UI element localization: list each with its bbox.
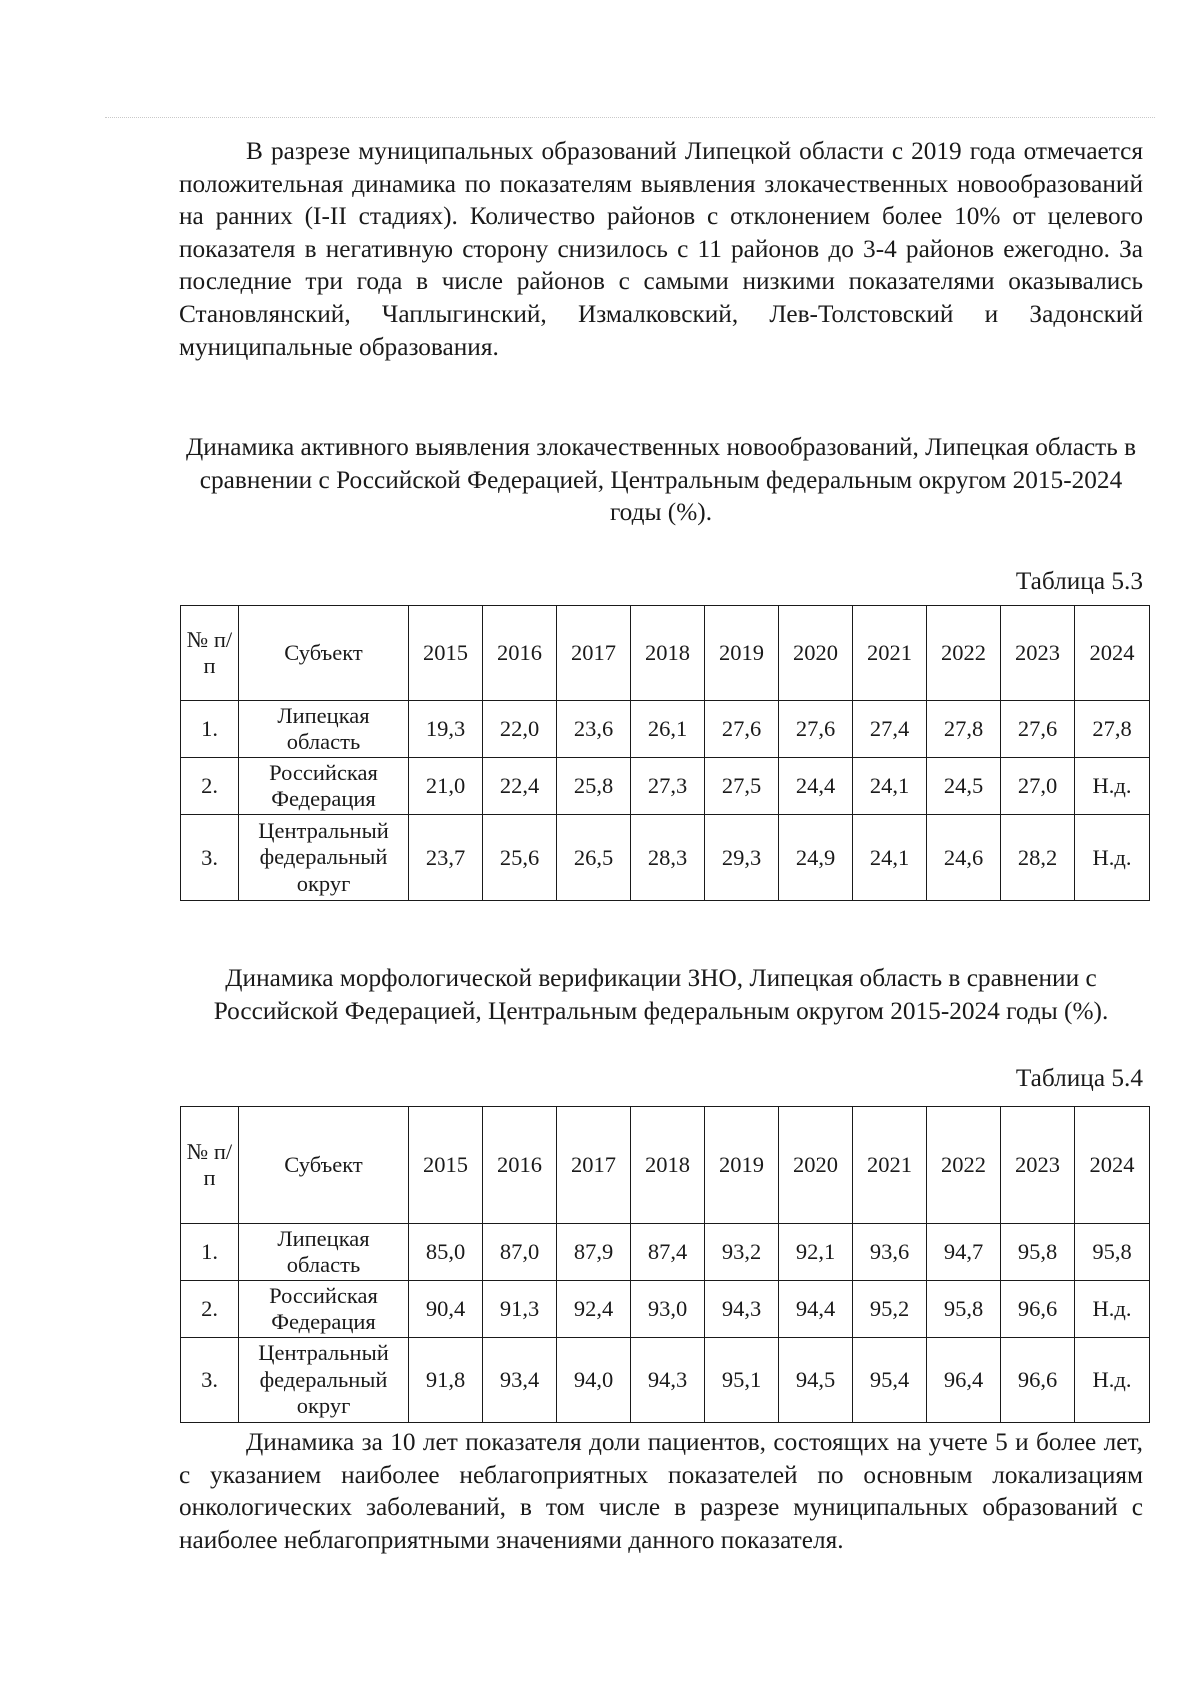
- cell-value: 24,6: [927, 815, 1001, 901]
- header-year: 2023: [1001, 606, 1075, 701]
- cell-value: 27,6: [779, 701, 853, 758]
- table1-label: Таблица 5.3: [1015, 567, 1143, 595]
- cell-value: Н.д.: [1075, 1338, 1150, 1423]
- cell-value: 23,7: [409, 815, 483, 901]
- header-num: № п/п: [181, 1107, 239, 1224]
- cell-value: 94,4: [779, 1281, 853, 1338]
- row-num: 2.: [181, 758, 239, 815]
- scan-artifact-line: [105, 117, 1155, 118]
- table1-caption: Динамика активного выявления злокачественных новообразований, Липецкая область в сравнении с Российской Федерацией, Центральным федеральным округом 2015-2024 годы (%).: [185, 433, 1137, 527]
- cell-value: 95,1: [705, 1338, 779, 1423]
- table-5-4: [180, 1106, 1150, 1423]
- cell-value: 28,3: [631, 815, 705, 901]
- cell-value: 95,8: [927, 1281, 1001, 1338]
- header-year: 2024: [1075, 606, 1150, 701]
- table2-caption: Динамика морфологической верификации ЗНО, Липецкая область в сравнении с Российской Федерацией, Центральным федеральным округом 2015-2024 годы (%).: [213, 964, 1109, 1025]
- cell-value: 25,6: [483, 815, 557, 901]
- header-year: 2017: [557, 1107, 631, 1224]
- cell-value: 93,4: [483, 1338, 557, 1423]
- cell-value: 85,0: [409, 1224, 483, 1281]
- row-num: 2.: [181, 1281, 239, 1338]
- cell-value: 94,7: [927, 1224, 1001, 1281]
- cell-value: 95,8: [1075, 1224, 1150, 1281]
- row-num: 1.: [181, 701, 239, 758]
- row-subject: Российская Федерация: [239, 758, 409, 815]
- table-row: [181, 815, 1150, 901]
- header-year: 2020: [779, 1107, 853, 1224]
- header-year: 2023: [1001, 1107, 1075, 1224]
- header-year: 2016: [483, 606, 557, 701]
- header-year: 2021: [853, 1107, 927, 1224]
- row-subject: Центральный федеральный округ: [239, 1338, 409, 1423]
- cell-value: 91,3: [483, 1281, 557, 1338]
- table2-label: Таблица 5.4: [1015, 1064, 1143, 1092]
- cell-value: 24,9: [779, 815, 853, 901]
- cell-value: 25,8: [557, 758, 631, 815]
- row-subject: Липецкая область: [239, 1224, 409, 1281]
- cell-value: 19,3: [409, 701, 483, 758]
- cell-value: 95,4: [853, 1338, 927, 1423]
- header-subject: Субъект: [239, 1107, 409, 1224]
- header-year: 2016: [483, 1107, 557, 1224]
- cell-value: 93,2: [705, 1224, 779, 1281]
- cell-value: 94,3: [631, 1338, 705, 1423]
- cell-value: 23,6: [557, 701, 631, 758]
- cell-value: 96,4: [927, 1338, 1001, 1423]
- cell-value: 27,5: [705, 758, 779, 815]
- cell-value: 27,3: [631, 758, 705, 815]
- table-header-row: [181, 606, 1150, 701]
- cell-value: Н.д.: [1075, 758, 1150, 815]
- header-year: 2018: [631, 1107, 705, 1224]
- cell-value: 27,0: [1001, 758, 1075, 815]
- table-row: [181, 758, 1150, 815]
- cell-value: 91,8: [409, 1338, 483, 1423]
- row-num: 3.: [181, 1338, 239, 1423]
- row-num: 3.: [181, 815, 239, 901]
- cell-value: 27,4: [853, 701, 927, 758]
- header-num: № п/п: [181, 606, 239, 701]
- cell-value: 94,0: [557, 1338, 631, 1423]
- cell-value: 27,6: [1001, 701, 1075, 758]
- header-year: 2015: [409, 1107, 483, 1224]
- row-subject: Центральный федеральный округ: [239, 815, 409, 901]
- table-row: [181, 1338, 1150, 1423]
- header-year: 2019: [705, 1107, 779, 1224]
- cell-value: 92,4: [557, 1281, 631, 1338]
- cell-value: 87,0: [483, 1224, 557, 1281]
- intro-paragraph: В разрезе муниципальных образований Липецкой области с 2019 года отмечается положительная динамика по показателям выявления злокачественных новообразований на ранних (I-II стадиях). Количество районов с отклонением более 10% от целевого показателя в негативную сторону снизилось с 11 районов до 3-4 районов ежегодно. За последние три года в числе районов с самыми низкими показателями оказывались Становлянский, Чаплыгинский, Измалковский, Лев-Толстовский и Задонский муниципальные образования.: [179, 137, 1143, 361]
- cell-value: 22,4: [483, 758, 557, 815]
- table-row: [181, 701, 1150, 758]
- cell-value: 96,6: [1001, 1281, 1075, 1338]
- row-num: 1.: [181, 1224, 239, 1281]
- cell-value: 24,1: [853, 758, 927, 815]
- cell-value: 94,5: [779, 1338, 853, 1423]
- header-year: 2017: [557, 606, 631, 701]
- cell-value: 24,5: [927, 758, 1001, 815]
- table-5-3: [180, 605, 1150, 901]
- header-year: 2021: [853, 606, 927, 701]
- cell-value: 26,5: [557, 815, 631, 901]
- cell-value: 87,4: [631, 1224, 705, 1281]
- header-year: 2020: [779, 606, 853, 701]
- cell-value: 94,3: [705, 1281, 779, 1338]
- cell-value: Н.д.: [1075, 815, 1150, 901]
- row-subject: Липецкая область: [239, 701, 409, 758]
- cell-value: 24,4: [779, 758, 853, 815]
- cell-value: 96,6: [1001, 1338, 1075, 1423]
- cell-value: 93,0: [631, 1281, 705, 1338]
- cell-value: 22,0: [483, 701, 557, 758]
- table-row: [181, 1281, 1150, 1338]
- header-year: 2022: [927, 606, 1001, 701]
- row-subject: Российская Федерация: [239, 1281, 409, 1338]
- cell-value: Н.д.: [1075, 1281, 1150, 1338]
- cell-value: 87,9: [557, 1224, 631, 1281]
- table-row: [181, 1224, 1150, 1281]
- cell-value: 27,8: [927, 701, 1001, 758]
- cell-value: 27,6: [705, 701, 779, 758]
- cell-value: 95,8: [1001, 1224, 1075, 1281]
- cell-value: 27,8: [1075, 701, 1150, 758]
- cell-value: 26,1: [631, 701, 705, 758]
- header-year: 2019: [705, 606, 779, 701]
- header-subject: Субъект: [239, 606, 409, 701]
- header-year: 2015: [409, 606, 483, 701]
- cell-value: 95,2: [853, 1281, 927, 1338]
- header-year: 2018: [631, 606, 705, 701]
- cell-value: 24,1: [853, 815, 927, 901]
- cell-value: 21,0: [409, 758, 483, 815]
- cell-value: 93,6: [853, 1224, 927, 1281]
- cell-value: 90,4: [409, 1281, 483, 1338]
- closing-paragraph: Динамика за 10 лет показателя доли пациентов, состоящих на учете 5 и более лет, с указанием наиболее неблагоприятных показателей по основным локализациям онкологических заболеваний, в том числе в разрезе муниципальных образований с наиболее неблагоприятными значениями данного показателя.: [179, 1428, 1143, 1554]
- cell-value: 28,2: [1001, 815, 1075, 901]
- header-year: 2022: [927, 1107, 1001, 1224]
- header-year: 2024: [1075, 1107, 1150, 1224]
- cell-value: 29,3: [705, 815, 779, 901]
- table-header-row: [181, 1107, 1150, 1224]
- cell-value: 92,1: [779, 1224, 853, 1281]
